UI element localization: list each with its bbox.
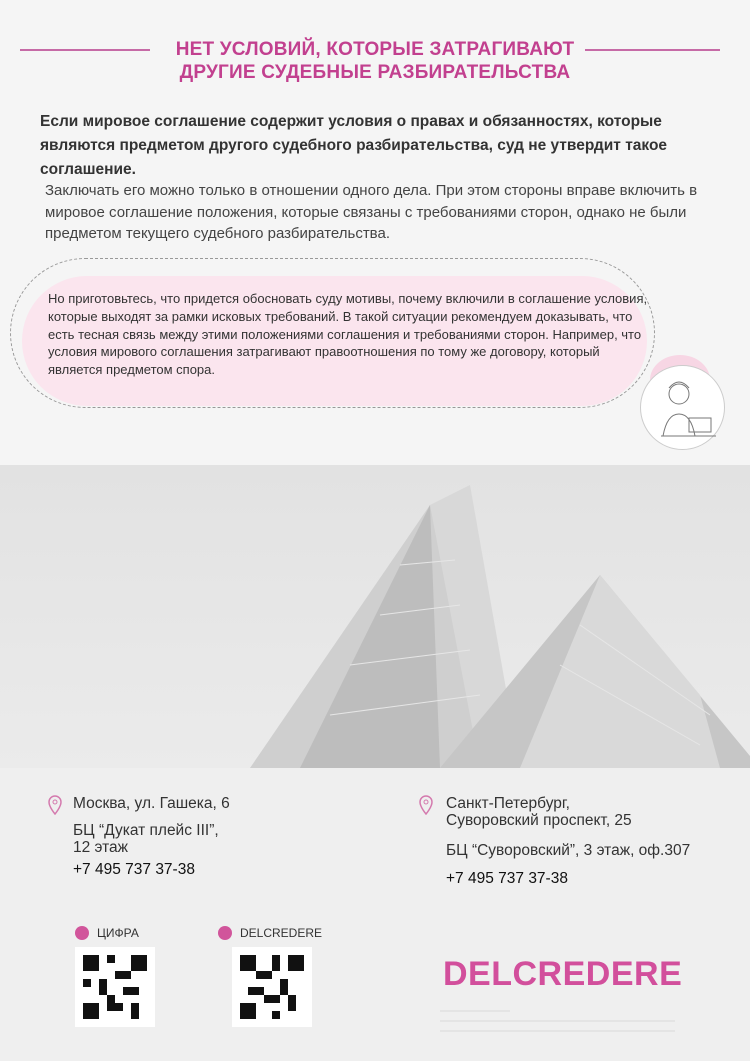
delcredere-logo: DELCREDERE: [443, 955, 683, 993]
spb-building: БЦ “Суворовский”, 3 этаж, оф.307: [446, 842, 691, 859]
spb-phone[interactable]: +7 495 737 37-38: [446, 870, 568, 887]
telegram-icon: [75, 926, 89, 940]
spb-address-street: Суворовский проспект, 25: [446, 812, 632, 829]
moscow-address: Москва, ул. Гашека, 6: [73, 795, 230, 812]
location-pin-icon: [47, 795, 63, 815]
moscow-floor: 12 этаж: [73, 839, 129, 856]
spb-address-city: Санкт-Петербург,: [446, 795, 570, 812]
consultant-illustration: [640, 365, 725, 450]
title-line-1: НЕТ УСЛОВИЙ, КОТОРЫЕ ЗАТРАГИВАЮТ: [175, 39, 575, 60]
telegram-icon: [218, 926, 232, 940]
qr-code-cifra[interactable]: [75, 947, 155, 1027]
telegram-link-delcredere[interactable]: [218, 926, 322, 940]
body-paragraph: Заключать его можно только в отношении одного дела. При этом стороны вправе включить в мировое соглашение положения, которые связаны с требованиями сторон, однако не были предметом текущего судебного разбирательства.: [45, 182, 698, 242]
callout-text: Но приготовьтесь, что придется обосновать суду мотивы, почему включили в соглашение условия, которые выходят за рамки исковых требований. В такой ситуации рекомендуем доказывать, что есть тесная связь между этими положениями соглашения и требованиями сторон. Например, что условия мирового соглашения затрагивают правоотношения по тому же договору, который является предметом спора.: [48, 291, 648, 378]
building-photo: [0, 465, 750, 768]
telegram-link-cifra[interactable]: [75, 926, 139, 940]
footer-fine-print: [440, 1010, 680, 1032]
qr-code-delcredere[interactable]: [232, 947, 312, 1027]
moscow-building: БЦ “Дукат плейс III”,: [73, 822, 219, 839]
location-pin-icon: [418, 795, 434, 815]
lead-paragraph: Если мировое соглашение содержит условия о правах и обязанностях, которые являются предметом другого судебного разбирательства, суд не утвердит такое соглашение.: [40, 113, 668, 178]
telegram-label: ЦИФРА: [97, 926, 139, 940]
moscow-phone[interactable]: +7 495 737 37-38: [73, 861, 195, 878]
page-title: [0, 38, 750, 84]
telegram-label: DELCREDERE: [240, 926, 323, 940]
title-line-2: ДРУГИЕ СУДЕБНЫЕ РАЗБИРАТЕЛЬСТВА: [179, 62, 571, 83]
